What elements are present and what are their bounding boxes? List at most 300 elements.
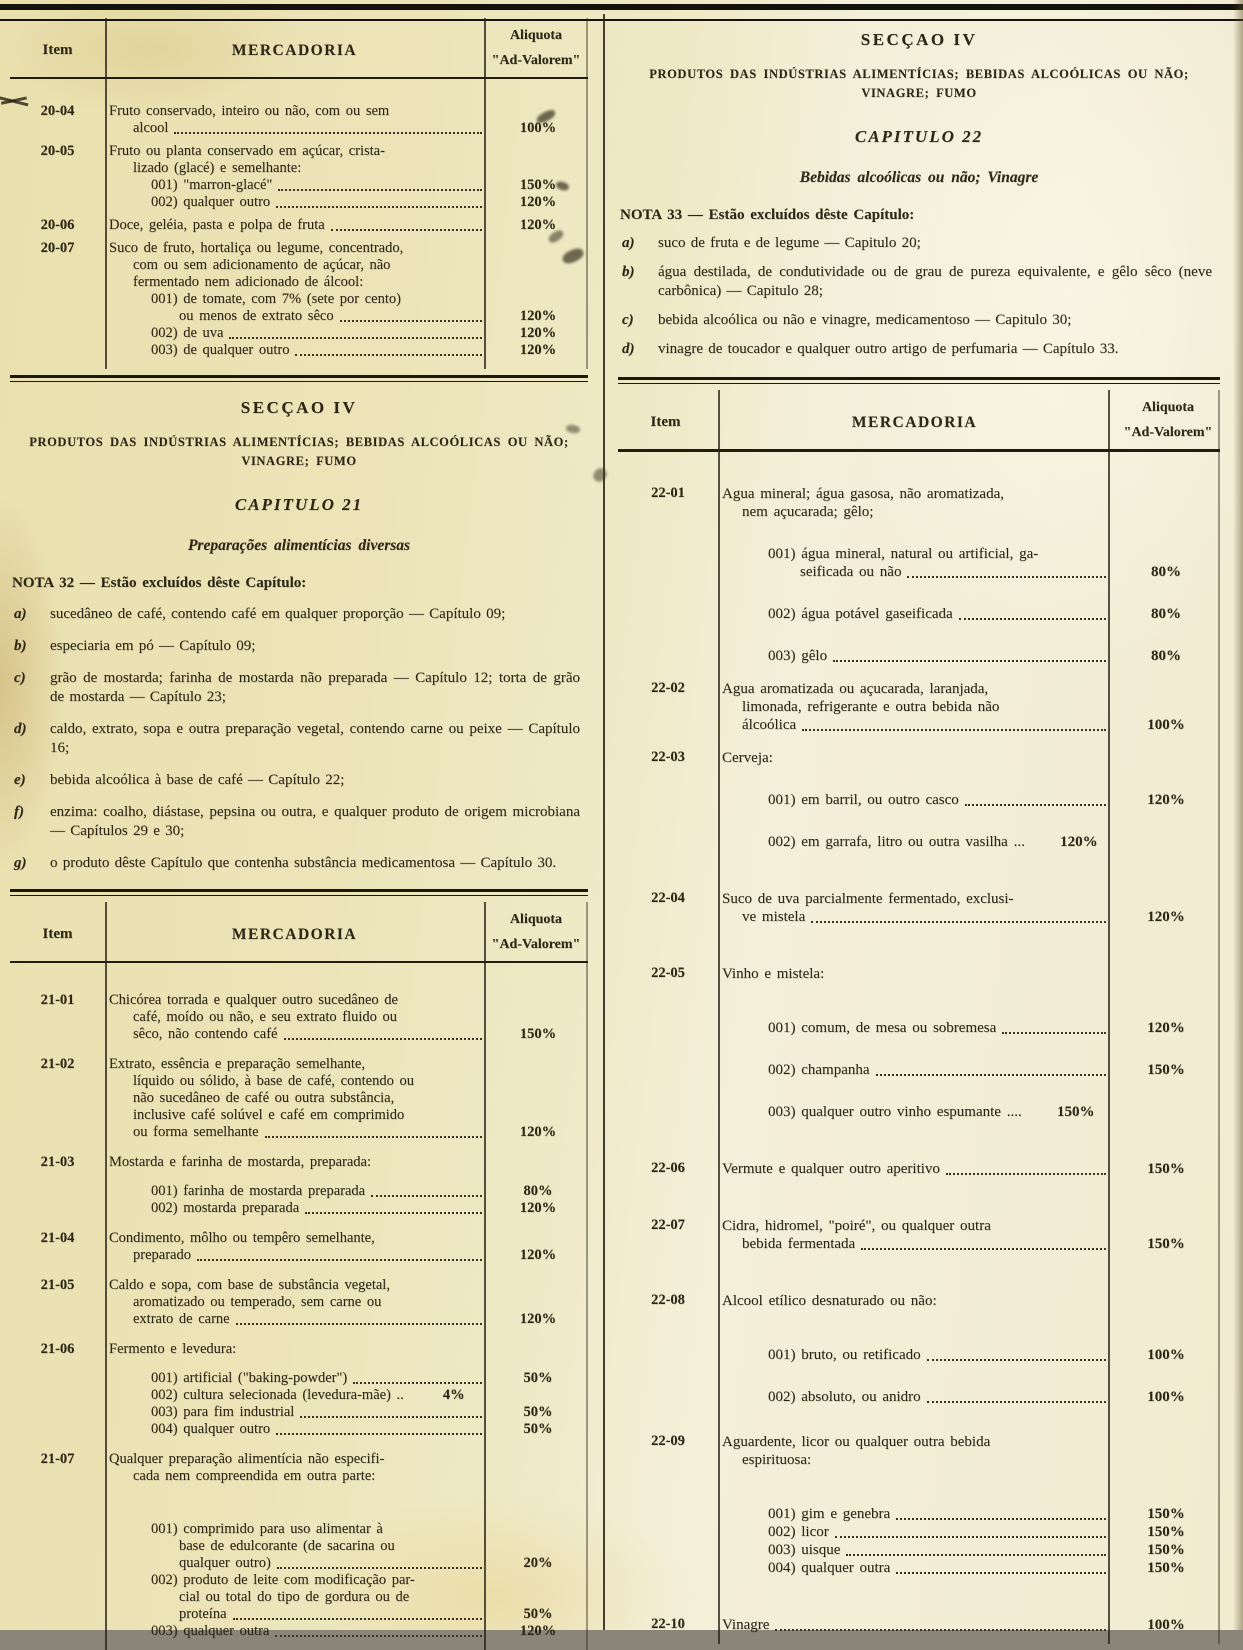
- aliquota-value: 120%: [1147, 909, 1185, 925]
- item-code: 22-04: [651, 890, 685, 906]
- mercadoria-line: [718, 1217, 1220, 1235]
- line-text: aromatizado ou temperado, sem carne ou: [133, 1294, 382, 1310]
- mercadoria-line: [718, 908, 1220, 926]
- line-text: 002) licor: [768, 1524, 829, 1540]
- dotted-leader: [276, 206, 482, 208]
- item-code: 21-01: [40, 992, 75, 1008]
- line-text: Agua mineral; água gasosa, não aromatizada,: [722, 486, 1004, 502]
- mercadoria-line: [718, 890, 1220, 908]
- mercadoria-cell: [718, 749, 1220, 851]
- line-text: Cerveja:: [722, 750, 773, 766]
- line-text: 003) qualquer outro vinho espumante ....: [768, 1104, 1022, 1120]
- note-label: f): [14, 804, 24, 820]
- note-heading: NOTA 33 — Estão excluídos dêste Capítulo:: [620, 207, 915, 223]
- mercadoria-line: [718, 1103, 1220, 1121]
- line-text: sêco, não contendo café: [133, 1026, 278, 1042]
- aliquota-value: 150%: [1147, 1524, 1185, 1540]
- mercadoria-cell: [718, 1292, 1220, 1406]
- aliquota-column-divider: [484, 18, 486, 369]
- note-label: e): [14, 772, 26, 788]
- section-block-ch21: [10, 398, 588, 873]
- dotted-leader: [846, 1554, 1106, 1556]
- table-right-border: [586, 902, 588, 1650]
- mercadoria-line: [718, 1523, 1220, 1541]
- note-label: a): [622, 235, 635, 251]
- mercadoria-line: [105, 240, 588, 257]
- line-text: 003) uisque: [768, 1542, 841, 1558]
- note-text: grão de mostarda; farinha de mostarda não preparada — Capítulo 12; torta de grão de mostarda — Capítulo 23;: [50, 670, 580, 705]
- line-text: 001) farinha de mostarda preparada: [151, 1183, 366, 1199]
- mercadoria-line: [718, 1616, 1220, 1634]
- dotted-leader: [959, 618, 1106, 620]
- dotted-leader: [300, 1416, 482, 1418]
- item-column-divider: [105, 18, 107, 369]
- mercadoria-line: [718, 698, 1220, 716]
- aliquota-value: 150%: [1147, 1062, 1185, 1078]
- line-text: 002) absoluto, ou anidro: [768, 1389, 921, 1405]
- line-text: café, moído ou não, e seu extrato fluido ou: [133, 1009, 398, 1025]
- note-item: [10, 854, 588, 873]
- item-code: 20-06: [40, 217, 75, 233]
- dotted-leader: [340, 320, 482, 322]
- aliquota-value: 80%: [1151, 564, 1181, 580]
- mercadoria-cell: [105, 1154, 588, 1217]
- mercadoria-line: [105, 291, 588, 308]
- dotted-leader: [927, 1401, 1106, 1403]
- aliquota-value: 20%: [523, 1555, 553, 1571]
- mercadoria-line: [105, 1370, 588, 1387]
- item-code: 22-05: [651, 965, 685, 981]
- table-row: [10, 217, 588, 234]
- page-edge-shadow: [1233, 0, 1243, 1630]
- mercadoria-line: [105, 1107, 588, 1124]
- aliquota-value: 50%: [523, 1404, 553, 1420]
- mercadoria-line: [105, 1277, 588, 1294]
- dotted-leader: [278, 189, 482, 191]
- table-row: [10, 143, 588, 211]
- mercadoria-line: [718, 485, 1220, 503]
- aliquota-label: Aliquota: [1141, 400, 1195, 415]
- line-text: 002) água potável gaseificada: [768, 606, 953, 622]
- mercadoria-line: [105, 1451, 588, 1468]
- line-text: 002) de uva: [151, 325, 224, 341]
- dotted-leader: [833, 660, 1106, 662]
- section-subtitle-line1: PRODUTOS DAS INDÚSTRIAS ALIMENTÍCIAS; BEBIDAS ALCOÓLICAS OU NÃO;: [649, 67, 1189, 81]
- col-header-aliquota: [1116, 394, 1220, 441]
- note-text: bebida alcoólica ou não e vinagre, medicamentoso — Capitulo 30;: [658, 312, 1072, 328]
- line-text: 001) água mineral, natural ou artificial, ga-: [768, 546, 1039, 562]
- mercadoria-line: [718, 1559, 1220, 1577]
- line-text: líquido ou sólido, à base de café, contendo ou: [133, 1073, 414, 1089]
- col-header-item: Item: [650, 414, 681, 430]
- item-column-divider: [105, 902, 107, 1650]
- line-text: Suco de fruto, hortaliça ou legume, concentrado,: [109, 240, 404, 256]
- section-subtitle: [10, 433, 588, 471]
- mercadoria-line: [105, 1200, 588, 1217]
- table-row: [10, 103, 588, 137]
- mercadoria-cell: [105, 1230, 588, 1264]
- line-text: extrato de carne: [133, 1311, 230, 1327]
- notes-list: [618, 234, 1220, 359]
- line-text: Fruto ou planta conservado em açúcar, crista-: [109, 143, 385, 159]
- table-row: [618, 965, 1220, 1121]
- mercadoria-cell: [105, 240, 588, 359]
- table-row: [10, 1277, 588, 1328]
- item-code: 20-05: [40, 143, 75, 159]
- item-column-divider: [718, 390, 720, 1644]
- item-code: 20-04: [40, 103, 75, 119]
- mercadoria-line: [105, 1026, 588, 1043]
- aliquota-label: Aliquota: [509, 912, 563, 927]
- aliquota-value: 50%: [523, 1370, 553, 1386]
- line-text: 001) "marron-glacé": [151, 177, 273, 193]
- dotted-leader: [295, 354, 482, 356]
- mercadoria-line: [718, 1019, 1220, 1037]
- item-code: 22-03: [651, 749, 685, 765]
- note-item: [10, 605, 588, 624]
- dotted-leader: [907, 576, 1106, 578]
- line-text: Aguardente, licor ou qualquer outra bebida: [722, 1434, 991, 1450]
- table-row: [618, 1292, 1220, 1406]
- dotted-leader: [896, 1572, 1106, 1574]
- aliquota-value: 120%: [1147, 1020, 1185, 1036]
- item-code: 21-02: [40, 1056, 75, 1072]
- dotted-leader: [896, 1518, 1106, 1520]
- mercadoria-cell: [718, 485, 1220, 665]
- mercadoria-cell: [105, 992, 588, 1043]
- table-right-border: [1218, 390, 1220, 1644]
- mercadoria-cell: [105, 1277, 588, 1328]
- note-text: caldo, extrato, sopa e outra preparação vegetal, contendo carne ou peixe — Capítulo 16;: [50, 721, 580, 756]
- dotted-leader: [197, 1259, 482, 1261]
- section-subtitle-line2: VINAGRE; FUMO: [861, 86, 977, 100]
- right-column: [618, 22, 1220, 1644]
- note-text: bebida alcoólica à base de café — Capítulo 22;: [50, 772, 345, 788]
- aliquota-value: 120%: [519, 194, 557, 210]
- line-text: 002) cultura selecionada (levedura-mãe) ..: [151, 1387, 404, 1403]
- mercadoria-line: [718, 791, 1220, 809]
- item-code: 22-10: [651, 1616, 685, 1632]
- note-label: a): [14, 606, 27, 622]
- table-row: [618, 749, 1220, 851]
- line-text: preparado: [133, 1247, 191, 1263]
- section-title: SECÇAO IV: [860, 30, 978, 49]
- table-body: [10, 963, 588, 1650]
- line-text: 003) para fim industrial: [151, 1404, 295, 1420]
- line-text: 001) artificial ("baking-powder"): [151, 1370, 348, 1386]
- table-row: [618, 1616, 1220, 1634]
- mercadoria-line: [105, 308, 588, 325]
- mercadoria-line: [105, 1589, 588, 1606]
- aliquota-value: 4%: [442, 1387, 465, 1403]
- table-row: [618, 485, 1220, 665]
- mercadoria-line: [105, 1404, 588, 1421]
- aliquota-value: 120%: [1060, 834, 1098, 850]
- table-row: [10, 1341, 588, 1438]
- mercadoria-line: [105, 217, 588, 234]
- aliquota-value: 150%: [1147, 1560, 1185, 1576]
- table-row: [10, 1056, 588, 1141]
- dotted-leader: [275, 1635, 482, 1637]
- line-text: 001) de tomate, com 7% (sete por cento): [151, 291, 401, 307]
- aliquota-value: 120%: [519, 308, 557, 324]
- aliquota-value: 120%: [519, 325, 557, 341]
- mercadoria-line: [105, 1247, 588, 1264]
- aliquota-column-divider: [1108, 390, 1110, 1644]
- mercadoria-line: [718, 965, 1220, 983]
- line-text: 002) em garrafa, litro ou outra vasilha ...: [768, 834, 1025, 850]
- mercadoria-line: [718, 1388, 1220, 1406]
- mercadoria-line: [718, 1433, 1220, 1451]
- mercadoria-cell: [718, 1160, 1220, 1178]
- chapter-heading: CAPITULO 21: [234, 495, 364, 514]
- dotted-leader: [277, 1567, 482, 1569]
- note-text: vinagre de toucador e qualquer outro artigo de perfumaria — Capítulo 33.: [658, 341, 1119, 357]
- line-text: Chicórea torrada e qualquer outro sucedâneo de: [109, 992, 398, 1008]
- note-item: [10, 771, 588, 790]
- item-code: 22-07: [651, 1217, 685, 1233]
- note-label: d): [14, 721, 27, 737]
- dotted-leader: [811, 921, 1106, 923]
- table-row: [618, 1160, 1220, 1178]
- line-text: 002) qualquer outro: [151, 194, 271, 210]
- aliquota-value: 100%: [1147, 717, 1185, 733]
- mercadoria-cell: [718, 965, 1220, 1121]
- item-code: 22-08: [651, 1292, 685, 1308]
- note-text: especiaria em pó — Capítulo 09;: [50, 638, 256, 654]
- mercadoria-line: [105, 1124, 588, 1141]
- mercadoria-line: [718, 1160, 1220, 1178]
- dotted-leader: [284, 1038, 483, 1040]
- line-text: seificada ou não: [800, 564, 902, 580]
- left-column: [10, 18, 588, 1650]
- mercadoria-line: [718, 1235, 1220, 1253]
- line-text: 004) qualquer outro: [151, 1421, 271, 1437]
- aliquota-value: 150%: [1147, 1542, 1185, 1558]
- note-label: d): [622, 341, 635, 357]
- mercadoria-line: [105, 1468, 588, 1485]
- line-text: fermentado nem adicionado de álcool:: [133, 274, 364, 290]
- col-header-aliquota: [484, 22, 588, 69]
- note-label: b): [622, 264, 635, 280]
- aliquota-value: 120%: [519, 1200, 557, 1216]
- line-text: ve mistela: [742, 909, 806, 925]
- mercadoria-line: [718, 1061, 1220, 1079]
- chapter-title: Bebidas alcoólicas ou não; Vinagre: [799, 169, 1039, 186]
- line-text: Condimento, môlho ou tempêro semelhante,: [109, 1230, 375, 1246]
- mercadoria-line: [718, 1541, 1220, 1559]
- line-text: inclusive café solúvel e café em comprimido: [133, 1107, 405, 1123]
- col-header-item: Item: [42, 926, 73, 942]
- mercadoria-line: [105, 1311, 588, 1328]
- table-body: [10, 79, 588, 369]
- mercadoria-line: [105, 1538, 588, 1555]
- table-row: [10, 1154, 588, 1217]
- note-label: b): [14, 638, 27, 654]
- mercadoria-line: [105, 1555, 588, 1572]
- mercadoria-cell: [105, 1056, 588, 1141]
- mercadoria-line: [718, 1346, 1220, 1364]
- section-subtitle: [618, 65, 1220, 103]
- note-label: c): [622, 312, 634, 328]
- line-text: Fruto conservado, inteiro ou não, com ou sem: [109, 103, 390, 119]
- mercadoria-line: [105, 1521, 588, 1538]
- item-code: 22-02: [651, 680, 685, 696]
- dotted-leader: [174, 132, 482, 134]
- mercadoria-line: [718, 1451, 1220, 1469]
- dotted-leader: [927, 1359, 1106, 1361]
- mercadoria-line: [718, 716, 1220, 734]
- table-row: [10, 1230, 588, 1264]
- tariff-table-ch21: [10, 902, 588, 1650]
- mercadoria-cell: [718, 680, 1220, 734]
- aliquota-value: 50%: [523, 1606, 553, 1622]
- line-text: alcool: [133, 120, 169, 136]
- line-text: Cidra, hidromel, "poiré", ou qualquer outra: [722, 1218, 991, 1234]
- line-text: 003) de qualquer outro: [151, 342, 290, 358]
- mercadoria-line: [105, 1387, 588, 1404]
- table-top-rule: [10, 889, 588, 896]
- dotted-leader: [331, 229, 482, 231]
- mercadoria-line: [718, 1292, 1220, 1310]
- line-text: Agua aromatizada ou açucarada, laranjada,: [722, 681, 989, 697]
- ink-smudge: [591, 466, 609, 484]
- line-text: 001) bruto, ou retificado: [768, 1347, 921, 1363]
- line-text: Vermute e qualquer outro aperitivo: [722, 1161, 940, 1177]
- mercadoria-line: [105, 1572, 588, 1589]
- table-row: [10, 992, 588, 1043]
- line-text: 002) produto de leite com modificação par-: [151, 1572, 415, 1588]
- line-text: 004) qualquer outra: [768, 1560, 891, 1576]
- section-subtitle-line1: PRODUTOS DAS INDÚSTRIAS ALIMENTÍCIAS; BEBIDAS ALCOÓLICAS OU NÃO;: [29, 435, 569, 449]
- dotted-leader: [229, 337, 482, 339]
- note-item: [10, 669, 588, 707]
- line-text: cial ou total do tipo de gordura ou de: [179, 1589, 410, 1605]
- aliquota-value: 100%: [1147, 1389, 1185, 1405]
- aliquota-value: 100%: [1147, 1347, 1185, 1363]
- item-code: 21-03: [40, 1154, 75, 1170]
- dotted-leader: [861, 1248, 1106, 1250]
- line-text: Vinho e mistela:: [722, 966, 825, 982]
- line-text: com ou sem adicionamento de açúcar, não: [133, 257, 391, 273]
- aliquota-column-divider: [484, 902, 486, 1650]
- mercadoria-line: [105, 1183, 588, 1200]
- mercadoria-line: [105, 143, 588, 160]
- aliquota-sublabel: "Ad-Valorem": [1123, 425, 1213, 440]
- line-text: Suco de uva parcialmente fermentado, exclusi-: [722, 891, 1014, 907]
- notes-list: [10, 605, 588, 873]
- mercadoria-line: [105, 194, 588, 211]
- table-row: [10, 240, 588, 359]
- line-text: álcoólica: [742, 717, 797, 733]
- aliquota-value: 120%: [519, 217, 557, 233]
- dotted-leader: [353, 1382, 482, 1384]
- dotted-leader: [276, 1433, 482, 1435]
- chapter-title: Preparações alimentícias diversas: [187, 537, 411, 554]
- mercadoria-line: [105, 1056, 588, 1073]
- item-code: 21-04: [40, 1230, 75, 1246]
- mercadoria-line: [105, 1073, 588, 1090]
- note-item: [10, 637, 588, 656]
- mercadoria-cell: [105, 103, 588, 137]
- aliquota-value: 120%: [1147, 792, 1185, 808]
- dotted-leader: [233, 1618, 482, 1620]
- aliquota-sublabel: "Ad-Valorem": [491, 53, 581, 68]
- note-text: sucedâneo de café, contendo café em qualquer proporção — Capítulo 09;: [50, 606, 506, 622]
- aliquota-value: 80%: [1151, 648, 1181, 664]
- dotted-leader: [371, 1195, 482, 1197]
- mercadoria-line: [105, 1230, 588, 1247]
- mercadoria-line: [105, 325, 588, 342]
- note-text: o produto dêste Capítulo que contenha substância medicamentosa — Capítulo 30.: [50, 855, 557, 871]
- item-code: 20-07: [40, 240, 75, 256]
- line-text: 003) qualquer outra: [151, 1623, 270, 1639]
- line-text: ou menos de extrato sêco: [179, 308, 334, 324]
- col-header-aliquota: [484, 906, 588, 953]
- mercadoria-cell: [105, 1451, 588, 1640]
- section-subtitle-line2: VINAGRE; FUMO: [241, 454, 357, 468]
- note-item: [618, 234, 1220, 253]
- item-code: 22-01: [651, 485, 685, 501]
- mercadoria-line: [105, 257, 588, 274]
- dotted-leader: [946, 1173, 1106, 1175]
- line-text: cada nem compreendida em outra parte:: [133, 1468, 376, 1484]
- line-text: ou forma semelhante: [133, 1124, 259, 1140]
- line-text: lizado (glacé) e semelhante:: [133, 160, 302, 176]
- table-body: [618, 452, 1220, 1644]
- mercadoria-line: [718, 503, 1220, 521]
- mercadoria-line: [105, 1294, 588, 1311]
- line-text: nem açucarada; gêlo;: [742, 504, 874, 520]
- section-title: SECÇAO IV: [240, 398, 358, 417]
- line-text: bebida fermentada: [742, 1236, 856, 1252]
- table-row: [618, 1433, 1220, 1577]
- mercadoria-line: [105, 274, 588, 291]
- mercadoria-line: [105, 1341, 588, 1358]
- tariff-table-ch20: [10, 18, 588, 369]
- table-header-row: [10, 18, 588, 79]
- mercadoria-line: [718, 833, 1220, 851]
- mercadoria-cell: [718, 1433, 1220, 1577]
- mercadoria-line: [105, 103, 588, 120]
- line-text: proteína: [179, 1606, 227, 1622]
- tariff-table-ch22: [618, 390, 1220, 1644]
- section-separator-rule: [10, 375, 588, 382]
- chapter-heading: CAPITULO 22: [854, 127, 984, 146]
- mercadoria-line: [105, 160, 588, 177]
- mercadoria-line: [105, 1090, 588, 1107]
- table-row: [618, 1217, 1220, 1253]
- item-code: 22-06: [651, 1160, 685, 1176]
- mercadoria-line: [105, 992, 588, 1009]
- line-text: qualquer outro): [179, 1555, 271, 1571]
- aliquota-value: 150%: [1056, 1104, 1095, 1120]
- mercadoria-cell: [718, 1616, 1220, 1634]
- dotted-leader: [802, 729, 1106, 731]
- line-text: 001) comprimido para uso alimentar à: [151, 1521, 383, 1537]
- aliquota-value: 100%: [1147, 1617, 1185, 1633]
- item-code: 21-05: [40, 1277, 75, 1293]
- col-header-item: Item: [42, 42, 73, 58]
- aliquota-value: 150%: [1147, 1161, 1185, 1177]
- item-code: 21-06: [40, 1341, 75, 1357]
- line-text: espirituosa:: [742, 1452, 812, 1468]
- note-heading: NOTA 32 — Estão excluídos dêste Capítulo:: [12, 575, 307, 591]
- section-block-ch22: [618, 30, 1220, 359]
- col-header-mercadoria: MERCADORIA: [851, 414, 978, 431]
- mercadoria-line: [105, 342, 588, 359]
- aliquota-value: 150%: [1147, 1506, 1185, 1522]
